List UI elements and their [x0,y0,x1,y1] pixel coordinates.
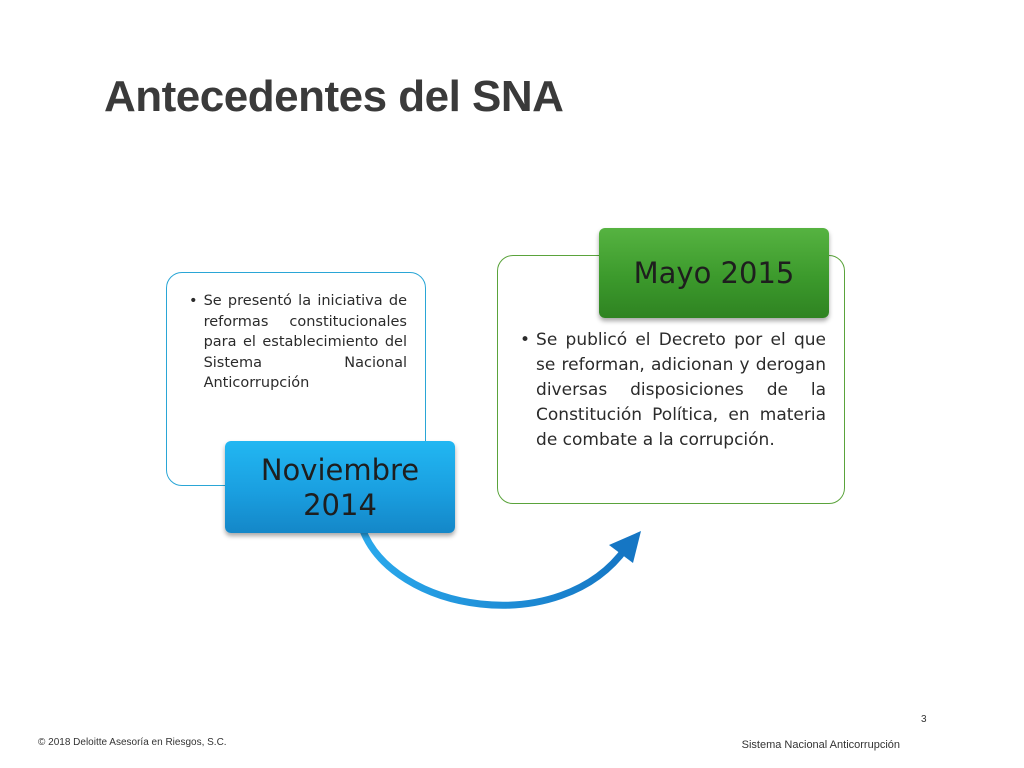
page-number: 3 [921,714,927,725]
event-label-november-2014: Noviembre 2014 [225,441,455,533]
bullet-icon: • [520,330,531,350]
footer-subject: Sistema Nacional Anticorrupción [741,739,900,751]
event-description: Se publicó el Decreto por el que se reforman, adicionan y derogan diversas disposiciones de la Constitución Política, en materia de combate a la corrupción. [536,330,826,450]
event-bullet-item [520,328,826,453]
arrow-head-icon [609,531,641,563]
event-description: Se presentó la iniciativa de reformas constitucionales para el establecimiento del Sistema Nacional Anticorrupción [203,293,407,391]
event-bullet-item [189,291,407,394]
event-label-may-2015: Mayo 2015 [599,228,829,318]
footer-copyright: © 2018 Deloitte Asesoría en Riesgos, S.C. [38,737,227,748]
slide-title: Antecedentes del SNA [104,72,564,121]
bullet-icon: • [189,293,198,309]
arrow-curve [362,528,626,605]
